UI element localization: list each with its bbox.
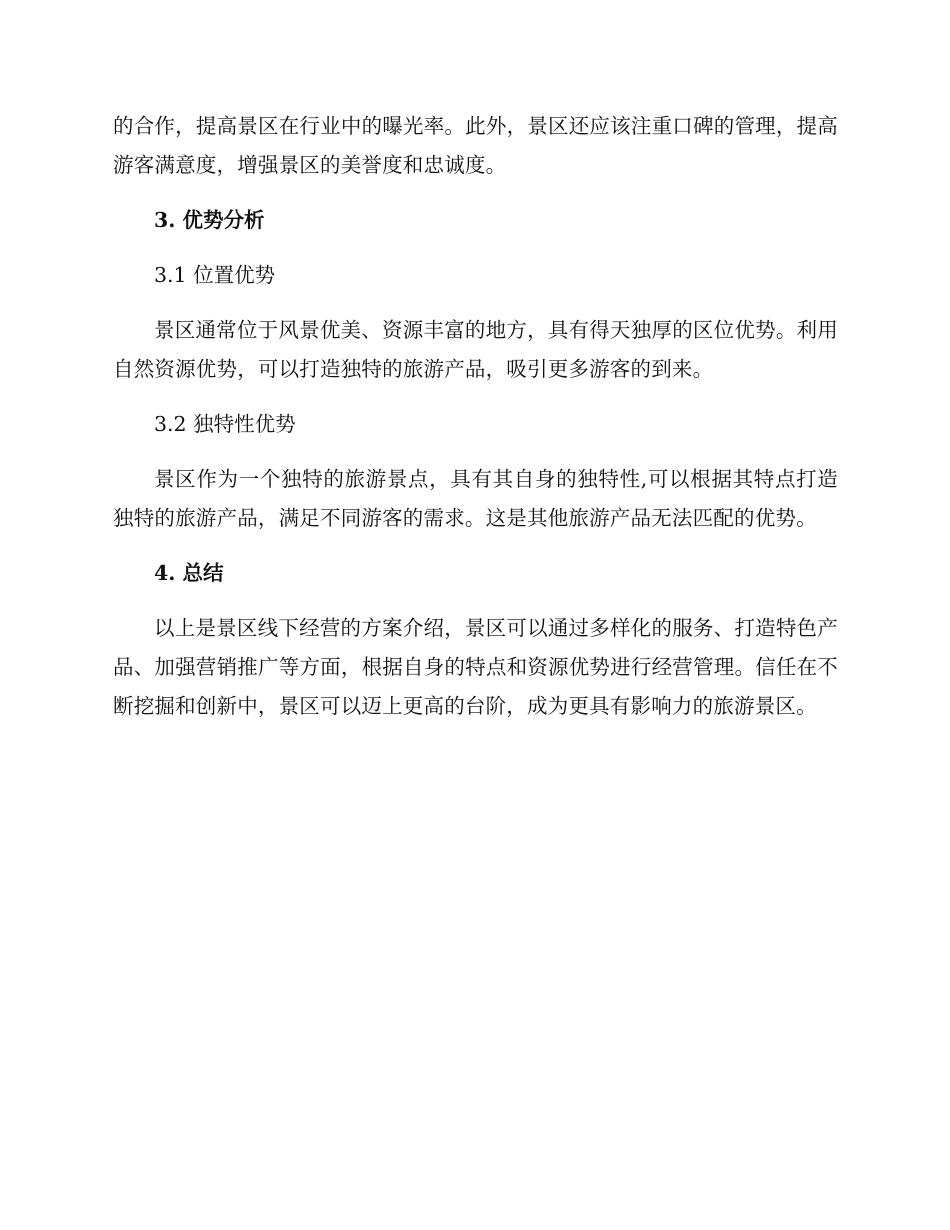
paragraph-3-1: 景区通常位于风景优美、资源丰富的地方，具有得天独厚的区位优势。利用自然资源优势，可以打造独特的旅游产品，吸引更多游客的到来。	[113, 318, 838, 381]
paragraph-3-2: 景区作为一个独特的旅游景点，具有其自身的独特性,可以根据其特点打造独特的旅游产品，满足不同游客的需求。这是其他旅游产品无法匹配的优势。	[113, 467, 838, 530]
paragraph-continued: 的合作，提高景区在行业中的曝光率。此外，景区还应该注重口碑的管理，提高游客满意度，增强景区的美誉度和忠诚度。	[113, 114, 838, 177]
section-heading-3: 3. 优势分析	[154, 208, 265, 232]
spacer	[113, 185, 838, 201]
subsection-heading-3-2: 3.2 独特性优势	[154, 412, 296, 436]
spacer	[113, 295, 838, 311]
spacer	[113, 593, 838, 609]
paragraph-4: 以上是景区线下经营的方案介绍，景区可以通过多样化的服务、打造特色产品、加强营销推广等方面，根据自身的特点和资源优势进行经营管理。信任在不断挖掘和创新中，景区可以迈上更高的台阶，成为更具有影响力的旅游景区。	[113, 616, 838, 718]
spacer	[113, 240, 838, 256]
spacer	[113, 444, 838, 460]
spacer	[113, 389, 838, 405]
document-body	[113, 107, 838, 726]
section-heading-4: 4. 总结	[154, 561, 224, 585]
spacer	[113, 538, 838, 554]
subsection-heading-3-1: 3.1 位置优势	[154, 263, 276, 287]
